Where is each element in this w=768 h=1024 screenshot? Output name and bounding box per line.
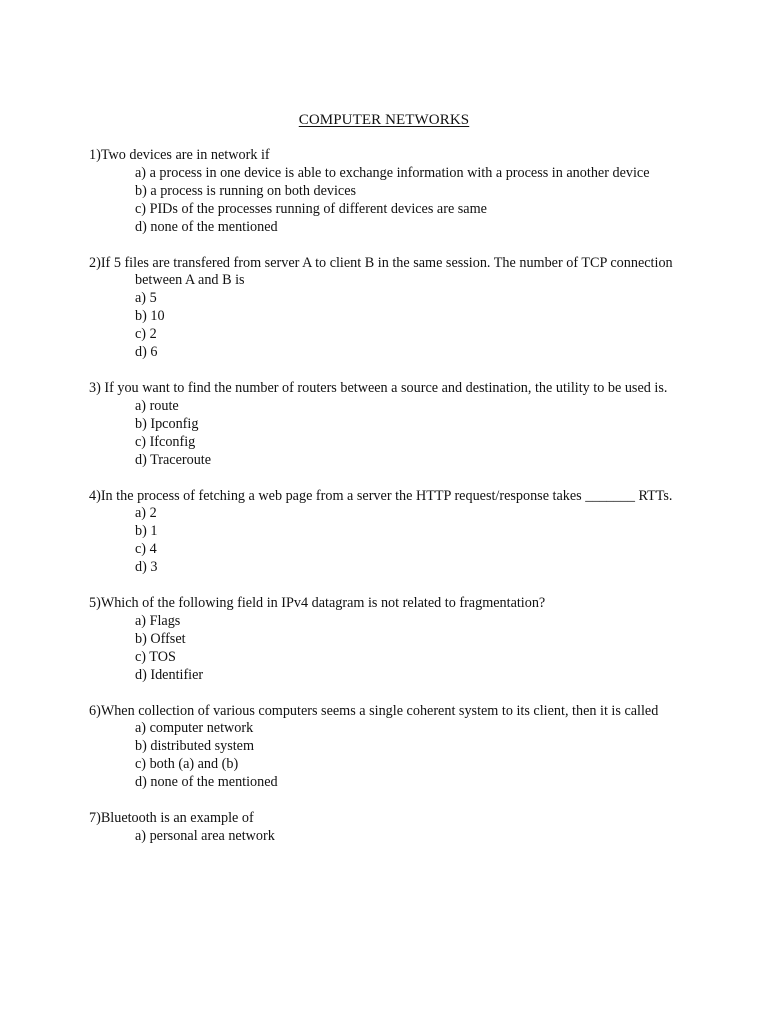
answer-option: c) TOS [135, 648, 176, 665]
answer-option: a) computer network [135, 720, 254, 737]
question-text: 2)If 5 files are transfered from server A to client B in the same session. The number of TCP connection between A and B is [89, 254, 673, 289]
answer-option: b) Offset [135, 630, 186, 647]
question-7 [89, 810, 679, 846]
question-3 [89, 380, 679, 470]
answer-option: d) Identifier [135, 666, 204, 683]
answer-options [89, 290, 679, 362]
answer-option: c) both (a) and (b) [135, 756, 239, 773]
question-text: 6)When collection of various computers seems a single coherent system to its client, then it is called [89, 702, 659, 719]
question-1 [89, 147, 679, 237]
question-text: 5)Which of the following field in IPv4 datagram is not related to fragmentation? [89, 595, 546, 612]
answer-options [89, 165, 679, 237]
answer-options [89, 398, 679, 470]
answer-option: c) 2 [135, 326, 157, 343]
question-5 [89, 595, 679, 685]
answer-option: b) 10 [135, 308, 165, 325]
answer-option: d) none of the mentioned [135, 774, 278, 791]
answer-option: b) a process is running on both devices [135, 182, 357, 199]
answer-option: c) 4 [135, 541, 157, 558]
question-list [89, 147, 679, 864]
question-4 [89, 488, 679, 578]
answer-option: d) 3 [135, 559, 158, 576]
answer-option: a) a process in one device is able to exchange information with a process in another device [135, 164, 650, 181]
answer-option: b) distributed system [135, 738, 255, 755]
question-6 [89, 703, 679, 793]
answer-option: a) Flags [135, 612, 181, 629]
answer-option: a) route [135, 397, 179, 414]
answer-option: c) PIDs of the processes running of different devices are same [135, 200, 487, 217]
answer-options [89, 720, 679, 792]
answer-option: a) 5 [135, 290, 157, 307]
answer-option: d) 6 [135, 344, 158, 361]
question-text: 4)In the process of fetching a web page from a server the HTTP request/response takes _______ RTTs. [89, 487, 673, 504]
answer-option: c) Ifconfig [135, 433, 196, 450]
answer-option: d) Traceroute [135, 451, 212, 468]
answer-option: b) 1 [135, 523, 158, 540]
answer-option: b) Ipconfig [135, 415, 199, 432]
question-text: 3) If you want to find the number of routers between a source and destination, the utility to be used is. [89, 379, 668, 396]
document-title: COMPUTER NETWORKS [298, 112, 470, 128]
answer-option: d) none of the mentioned [135, 218, 278, 235]
question-text: 7)Bluetooth is an example of [89, 810, 254, 827]
question-text: 1)Two devices are in network if [89, 147, 270, 163]
answer-option: a) 2 [135, 505, 157, 522]
answer-option: a) personal area network [135, 828, 275, 844]
question-2 [89, 255, 679, 362]
answer-options [89, 613, 679, 685]
answer-options [89, 828, 679, 846]
answer-options [89, 505, 679, 577]
